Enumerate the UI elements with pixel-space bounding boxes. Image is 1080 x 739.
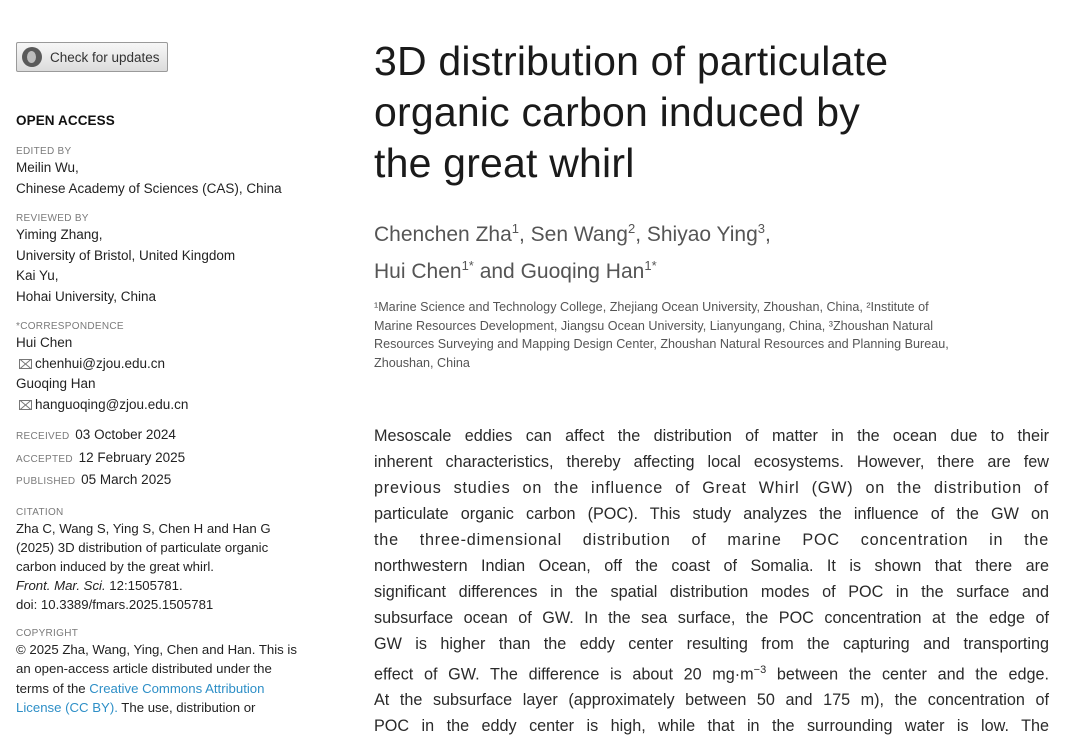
author-separator: , — [765, 223, 771, 246]
abstract-text: effect of GW. The difference is about 20 mg·m — [374, 665, 754, 684]
author-affiliation-mark: 2 — [627, 221, 636, 236]
article-title — [374, 36, 1049, 189]
title-line: organic carbon induced by — [374, 89, 860, 135]
abstract-line: POC in the eddy center is high, while that in the surrounding water is low. The — [374, 717, 1049, 736]
published-date-row — [16, 470, 326, 493]
author-name[interactable]: Chenchen Zha — [374, 223, 512, 246]
affiliation-line: Resources Surveying and Mapping Design Center, Zhoushan Natural Resources and Planning Bureau, — [374, 337, 949, 351]
author-name[interactable]: Sen Wang — [530, 223, 628, 246]
accepted-label: ACCEPTED — [16, 453, 73, 465]
correspondence-heading: *CORRESPONDENCE — [16, 321, 124, 332]
reviewer-name: Kai Yu, — [16, 268, 59, 283]
article-main — [374, 36, 1049, 739]
correspondent-email-row[interactable] — [16, 395, 326, 416]
received-date-row — [16, 425, 326, 448]
published-label: PUBLISHED — [16, 476, 76, 487]
citation-heading: CITATION — [16, 506, 64, 518]
author-separator: , — [635, 223, 647, 246]
abstract-line: inherent characteristics, thereby affecting local ecosystems. However, there are few — [374, 453, 1049, 471]
citation-line: (2025) 3D distribution of particulate organic — [16, 539, 269, 555]
received-label: RECEIVED — [16, 431, 70, 442]
copyright-line: an open-access article distributed under the — [16, 661, 272, 676]
abstract-line: GW is higher than the eddy center resulting from the capturing and transporting — [374, 635, 1049, 653]
affiliation-line: Zhoushan, China — [374, 355, 470, 370]
author-separator: and — [473, 260, 521, 283]
reviewer-name: Yiming Zhang, — [16, 227, 103, 242]
abstract-line: significant differences in the spatial distribution modes of POC in the surface and — [374, 583, 1049, 601]
affiliation-line: Marine Resources Development, Jiangsu Ocean University, Lianyungang, China, ³Zhoushan Natural — [374, 318, 934, 333]
article-dates — [16, 425, 326, 493]
accepted-date-row — [16, 448, 326, 471]
correspondent-name: Guoqing Han — [16, 376, 96, 391]
correspondent-email-row[interactable] — [16, 354, 326, 375]
edited-by-heading: EDITED BY — [16, 146, 72, 157]
author-name[interactable]: Hui Chen — [374, 260, 462, 283]
correspondent-email[interactable]: hanguoqing@zjou.edu.cn — [35, 396, 189, 412]
abstract — [374, 423, 1049, 739]
copyright-text: terms of the — [16, 680, 90, 696]
abstract-line: At the subsurface layer (approximately between 50 and 175 m), the concentration of — [374, 691, 1049, 710]
reviewer-affiliation: University of Bristol, United Kingdom — [16, 247, 236, 263]
correspondent-email[interactable]: chenhui@zjou.edu.cn — [35, 355, 166, 371]
article-info-sidebar — [16, 42, 326, 718]
copyright-heading: COPYRIGHT — [16, 627, 79, 639]
author-affiliation-mark: 1 — [511, 221, 519, 236]
citation-journal: Front. Mar. Sci. — [16, 577, 106, 593]
citation-journal-line — [16, 576, 326, 595]
correspondent-name: Hui Chen — [16, 335, 73, 350]
citation-doi[interactable]: doi: 10.3389/fmars.2025.1505781 — [16, 596, 214, 612]
abstract-line: particulate organic carbon (POC). This study analyzes the influence of the GW on — [374, 505, 1049, 523]
editor-name: Meilin Wu, — [16, 160, 79, 175]
author-affiliation-mark: 3 — [757, 221, 766, 236]
copyright-text: The use, distribution or — [117, 700, 256, 715]
copyright-line — [16, 698, 326, 718]
reviewer-affiliation: Hohai University, China — [16, 288, 157, 304]
abstract-line: Mesoscale eddies can affect the distribution of matter in the ocean due to their — [374, 427, 1049, 445]
citation-line: carbon induced by the great whirl. — [16, 558, 214, 574]
copyright-line: © 2025 Zha, Wang, Ying, Chen and Han. This is — [16, 641, 297, 657]
abstract-line: the three-dimensional distribution of marine POC concentration in the — [374, 531, 1049, 549]
citation-volume: 12:1505781. — [105, 577, 183, 593]
email-icon — [19, 359, 32, 369]
abstract-line-with-unit — [374, 657, 1049, 687]
email-icon — [19, 400, 32, 410]
author-affiliation-mark: 1* — [461, 258, 474, 273]
open-access-label: OPEN ACCESS — [16, 113, 115, 128]
published-date: 05 March 2025 — [81, 472, 172, 487]
citation-line: Zha C, Wang S, Ying S, Chen H and Han G — [16, 520, 271, 536]
reviewed-by-heading: REVIEWED BY — [16, 213, 89, 224]
author-name[interactable]: Shiyao Ying — [646, 223, 758, 246]
author-separator: , — [519, 223, 531, 246]
title-line: 3D distribution of particulate — [374, 38, 889, 84]
editor-affiliation: Chinese Academy of Sciences (CAS), China — [16, 180, 282, 196]
author-name[interactable]: Guoqing Han — [520, 260, 645, 283]
title-line: the great whirl — [374, 140, 635, 186]
check-for-updates-button[interactable] — [16, 42, 168, 72]
check-for-updates-label: Check for updates — [50, 49, 160, 65]
abstract-text: between the center and the edge. — [766, 665, 1050, 684]
crossmark-icon — [22, 47, 42, 67]
copyright-line — [16, 679, 326, 699]
unit-exponent: −3 — [753, 664, 767, 676]
received-date: 03 October 2024 — [75, 427, 176, 442]
abstract-line: northwestern Indian Ocean, off the coast of Somalia. It is shown that there are — [374, 557, 1049, 575]
author-list — [374, 213, 1049, 287]
abstract-line: subsurface ocean of GW. In the sea surface, the POC concentration at the edge of — [374, 609, 1049, 627]
license-link[interactable]: Creative Commons Attribution — [89, 680, 265, 696]
affiliations — [374, 298, 1049, 372]
abstract-line: previous studies on the influence of Great Whirl (GW) on the distribution of — [374, 479, 1049, 497]
license-link[interactable]: License (CC BY). — [16, 700, 118, 715]
accepted-date: 12 February 2025 — [78, 449, 186, 465]
affiliation-line: ¹Marine Science and Technology College, Zhejiang Ocean University, Zhoushan, China, ²Institute of — [374, 300, 929, 314]
author-affiliation-mark: 1* — [644, 258, 657, 273]
